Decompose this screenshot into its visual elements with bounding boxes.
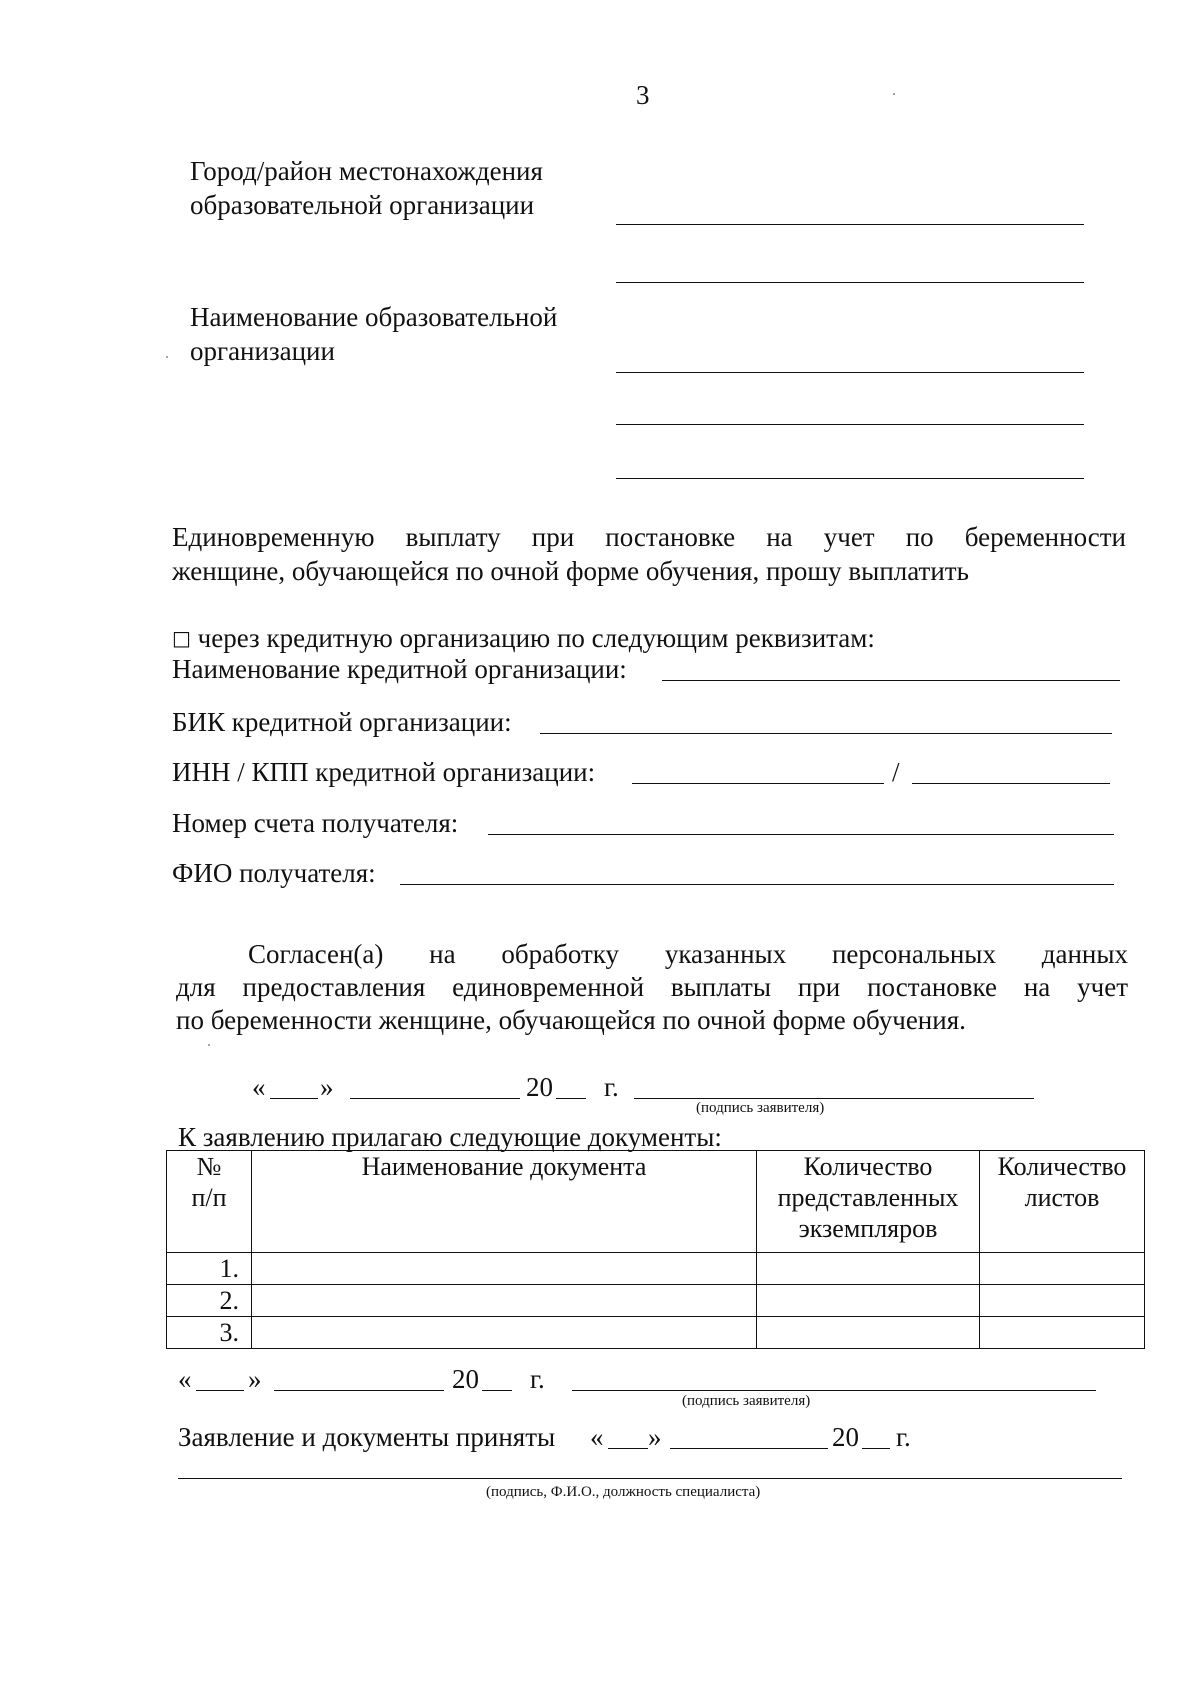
row-copies[interactable] [757, 1285, 980, 1317]
date-open-quote-2: « [178, 1364, 192, 1394]
documents-table [166, 1150, 1145, 1349]
row-copies[interactable] [757, 1253, 980, 1285]
accepted-day-input-line[interactable] [608, 1448, 648, 1449]
header-copies: Количество представленных экземпляров [757, 1151, 980, 1253]
bik-input-line[interactable] [540, 733, 1112, 734]
date-close-quote-1: » [320, 1072, 334, 1102]
year-suffix-1: г. [604, 1072, 619, 1102]
bank-option[interactable] [172, 621, 875, 655]
signature-caption-2: (подпись заявителя) [682, 1393, 811, 1409]
month-input-line-1[interactable] [350, 1098, 520, 1099]
year-prefix-1: 20 [526, 1072, 553, 1102]
table-row [167, 1317, 1145, 1349]
scan-speck [166, 356, 168, 358]
header-num: № п/п [167, 1151, 252, 1253]
account-label: Номер счета получателя: [172, 808, 459, 838]
city-input-line-2[interactable] [616, 282, 1084, 283]
bik-label: БИК кредитной организации: [172, 707, 512, 737]
scan-speck [208, 1044, 210, 1046]
recipient-label: ФИО получателя: [172, 858, 376, 888]
specialist-signature-line[interactable] [178, 1478, 1122, 1479]
table-row [167, 1285, 1145, 1317]
row-copies[interactable] [757, 1317, 980, 1349]
accepted-year-prefix: 20 [832, 1422, 859, 1452]
accepted-label: Заявление и документы приняты [178, 1422, 556, 1452]
specialist-caption: (подпись, Ф.И.О., должность специалиста) [486, 1484, 761, 1500]
year-prefix-2: 20 [452, 1364, 479, 1394]
accepted-month-input-line[interactable] [670, 1448, 828, 1449]
inn-kpp-label: ИНН / КПП кредитной организации: [172, 757, 596, 787]
row-sheets[interactable] [980, 1285, 1145, 1317]
year-input-line-1[interactable] [556, 1098, 586, 1099]
accepted-year-input-line[interactable] [862, 1448, 890, 1449]
accepted-open-quote: « [590, 1422, 604, 1452]
payment-text-line2: женщине, обучающейся по очной форме обучения, прошу выплатить [172, 556, 969, 586]
signature-line-1[interactable] [634, 1098, 1034, 1099]
bank-option-label: через кредитную организацию по следующим реквизитам: [197, 623, 875, 653]
recipient-input-line[interactable] [400, 884, 1114, 885]
org-input-line-3[interactable] [616, 478, 1084, 479]
documents-intro: К заявлению прилагаю следующие документы: [178, 1122, 722, 1152]
row-sheets[interactable] [980, 1253, 1145, 1285]
kpp-input-line[interactable] [912, 783, 1110, 784]
header-doc-name: Наименование документа [252, 1151, 757, 1253]
page-number: 3 [636, 80, 650, 110]
city-label-line2: образовательной организации [190, 190, 535, 220]
row-sheets[interactable] [980, 1317, 1145, 1349]
bank-name-label: Наименование кредитной организации: [172, 654, 627, 684]
inn-input-line[interactable] [632, 783, 884, 784]
accepted-year-suffix: г. [896, 1422, 911, 1452]
consent-line1: Согласен(а) на обработку указанных персональных данных [248, 939, 1128, 969]
org-label-line1: Наименование образовательной [190, 302, 558, 332]
row-doc-name[interactable] [252, 1253, 757, 1285]
day-input-line-2[interactable] [196, 1390, 244, 1391]
signature-line-2[interactable] [572, 1390, 1096, 1391]
account-input-line[interactable] [488, 834, 1114, 835]
year-suffix-2: г. [530, 1364, 545, 1394]
date-close-quote-2: » [248, 1364, 262, 1394]
accepted-close-quote: » [648, 1422, 662, 1452]
payment-text-line1: Единовременную выплату при постановке на учет по беременности [172, 522, 1126, 552]
row-num: 1. [167, 1253, 252, 1285]
row-num: 3. [167, 1317, 252, 1349]
consent-line2: для предоставления единовременной выплаты при постановке на учет [176, 972, 1128, 1002]
row-doc-name[interactable] [252, 1317, 757, 1349]
org-input-line-1[interactable] [616, 372, 1084, 373]
city-label-line1: Город/район местонахождения [190, 156, 543, 186]
date-open-quote-1: « [252, 1072, 266, 1102]
row-doc-name[interactable] [252, 1285, 757, 1317]
checkbox-icon[interactable]: □ [172, 626, 191, 650]
city-input-line[interactable] [616, 224, 1084, 225]
bank-name-input-line[interactable] [662, 680, 1120, 681]
year-input-line-2[interactable] [482, 1390, 512, 1391]
month-input-line-2[interactable] [274, 1390, 444, 1391]
scan-speck [893, 93, 895, 95]
inn-kpp-separator: / [892, 757, 900, 787]
row-num: 2. [167, 1285, 252, 1317]
org-label-line2: организации [190, 336, 335, 366]
consent-line3: по беременности женщине, обучающейся по очной форме обучения. [176, 1005, 966, 1035]
org-input-line-2[interactable] [616, 424, 1084, 425]
header-sheets: Количество листов [980, 1151, 1145, 1253]
day-input-line-1[interactable] [270, 1098, 318, 1099]
signature-caption-1: (подпись заявителя) [696, 1100, 825, 1116]
table-row [167, 1253, 1145, 1285]
